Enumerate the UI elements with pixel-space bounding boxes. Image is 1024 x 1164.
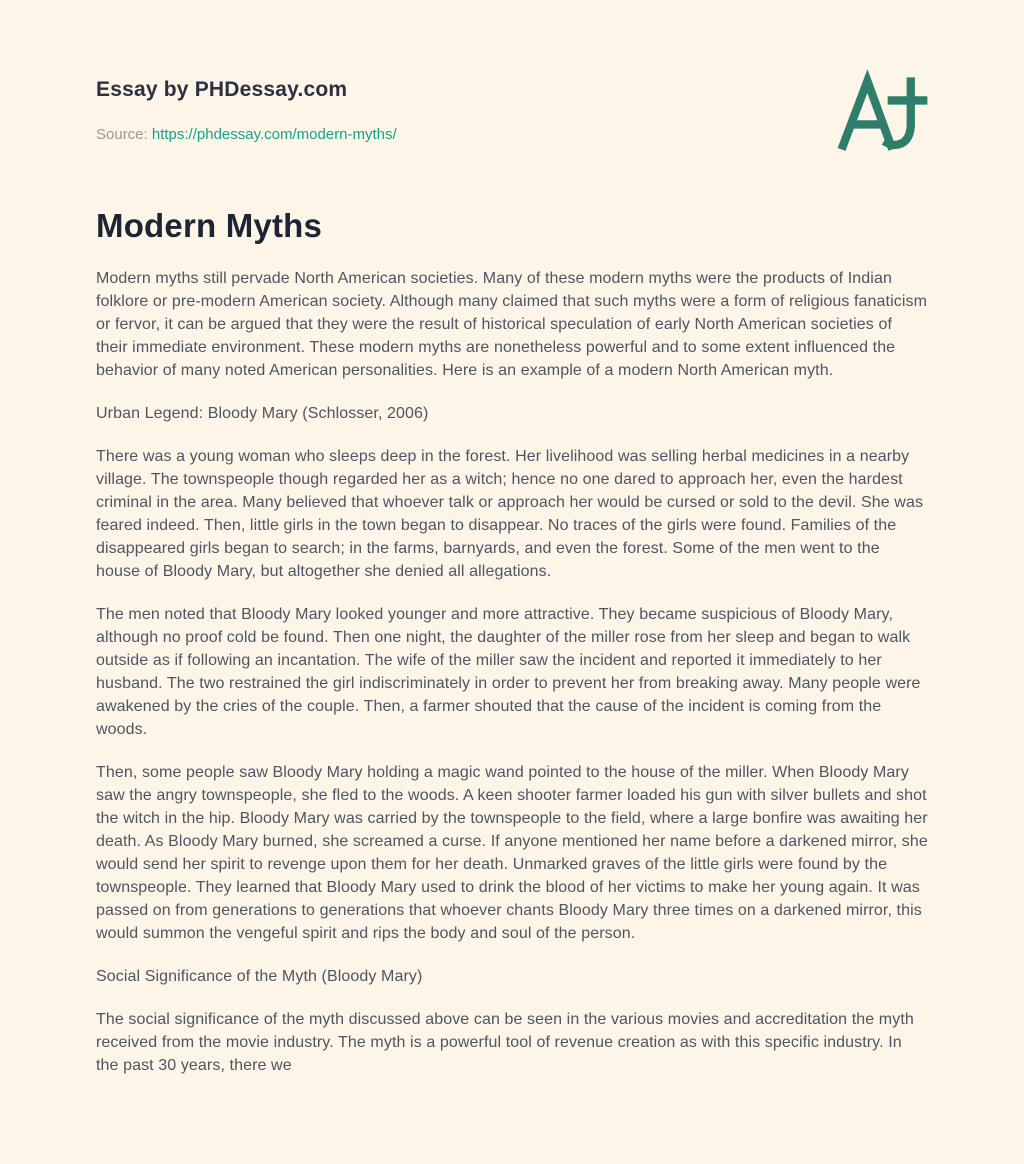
section-heading-social-significance: Social Significance of the Myth (Bloody Mary) <box>96 968 423 985</box>
source-link[interactable]: https://phdessay.com/modern-myths/ <box>151 126 397 143</box>
essay-paragraph: The social significance of the myth discussed above can be seen in the various movies and accreditation the myth received from the movie industry. The myth is a powerful tool of revenue creation as with this specific industry. In the past 30 years, there we <box>96 1011 914 1074</box>
byline: Essay by PHDessay.com <box>96 78 348 101</box>
a-plus-logo-icon <box>836 68 932 168</box>
essay-paragraph: The men noted that Bloody Mary looked younger and more attractive. They became suspicious of Bloody Mary, although no proof cold be found. Then one night, the daughter of the miller rose from her sleep and began to walk outside as if following an incantation. The wife of the miller saw the incident and reported it immediately to her husband. The two restrained the girl indiscriminately in order to prevent her from breaking away. Many people were awakened by the cries of the couple. Then, a farmer shouted that the cause of the incident is coming from the woods. <box>96 606 921 738</box>
essay-paragraph: Then, some people saw Bloody Mary holding a magic wand pointed to the house of the miller. When Bloody Mary saw the angry townspeople, she fled to the woods. A keen shooter farmer loaded his gun with silver bullets and shot the witch in the hip. Bloody Mary was carried by the townspeople to the field, where a large bonfire was awaiting her death. As Bloody Mary burned, she screamed a curse. If anyone mentioned her name before a darkened mirror, she would send her spirit to revenge upon them for her death. Unmarked graves of the little girls were found by the townspeople. They learned that Bloody Mary used to drink the blood of her victims to make her young again. It was passed on from generations to generations that whoever chants Bloody Mary three times on a darkened mirror, this would summon the vengeful spirit and rips the body and soul of the person. <box>96 764 928 942</box>
section-heading-urban-legend: Urban Legend: Bloody Mary (Schlosser, 2006) <box>96 405 429 422</box>
essay-paragraph: Modern myths still pervade North American societies. Many of these modern myths were the products of Indian folklore or pre-modern American society. Although many claimed that such myths were a form of religious fanaticism or fervor, it can be argued that they were the result of historical speculation of early North American societies of their immediate environment. These modern myths are nonetheless powerful and to some extent influenced the behavior of many noted American personalities. Here is an example of a modern North American myth. <box>96 270 928 379</box>
phdessay-logo <box>836 68 932 168</box>
page-title: Modern Myths <box>96 207 323 244</box>
essay-paragraph: There was a young woman who sleeps deep in the forest. Her livelihood was selling herbal medicines in a nearby village. The townspeople though regarded her as a witch; hence no one dared to approach her, even the hardest criminal in the area. Many believed that whoever talk or approach her would be cursed or sold to the devil. She was feared indeed. Then, little girls in the town began to disappear. No traces of the girls were found. Families of the disappeared girls began to search; in the farms, barnyards, and even the forest. Some of the men went to the house of Bloody Mary, but altogether she denied all allegations. <box>96 448 924 580</box>
source-line <box>96 126 928 143</box>
source-label: Source: <box>96 126 148 143</box>
